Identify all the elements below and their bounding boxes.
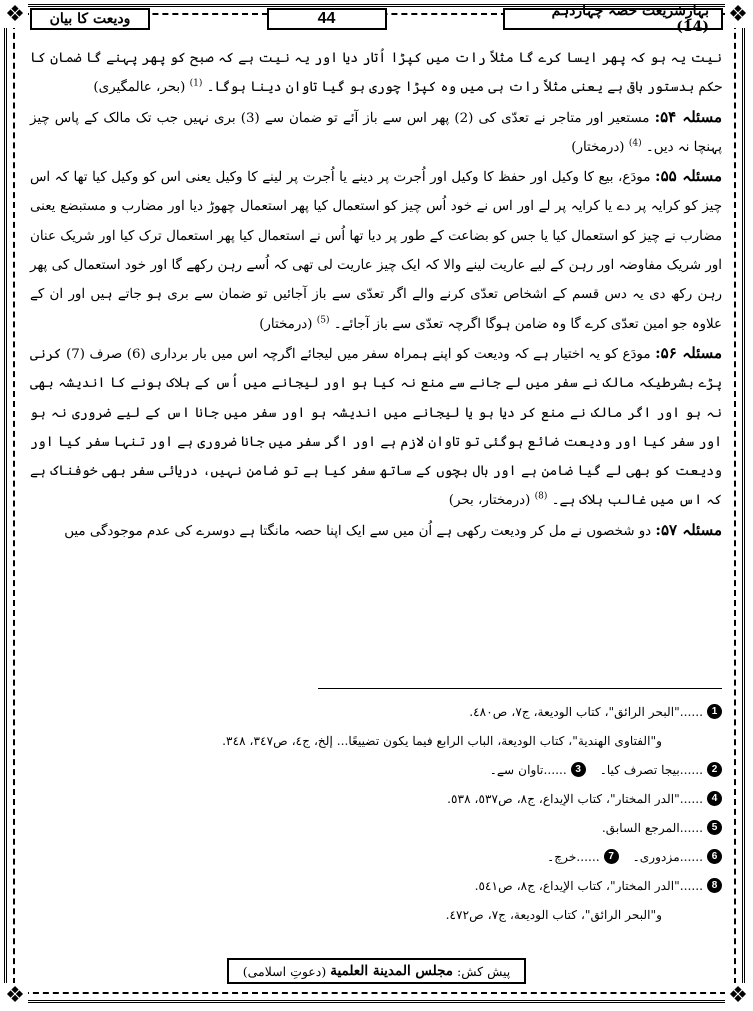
- organization-subtitle: (دعوتِ اسلامی): [242, 963, 327, 979]
- masala-label: مسئلہ ۵۷:: [655, 520, 722, 539]
- paragraph-text: نیت یہ ہو کہ پھر ایسا کرے گا مثلاً رات میں کپڑا اُتار دیا اور یہ نیت ہے کہ صبح کو پھر پہنے گا ضمان کا حکم بدستور باقی ہے یعنی مثلاً رات ہی میں وہ کپڑا چوری ہو گیا تاوان دینا ہوگا۔: [30, 51, 722, 96]
- paragraph-text: مودَع، بیع کا وکیل اور حفظ کا وکیل اور اُجرت پر دینے یا اُجرت پر لینے کا وکیل یعنی اس کو وکیل کیا تھا کہ اس چیز کو کرایہ پر دے یا کرایہ پر لے اور اس نے خود اُس چیز کو استعمال کیا پھر استعمال چھوڑ دیا اور مضارب و مستبضع یعنی مضارب نے چیز کو استعمال کیا یا جس کو بضاعت کے طور پر دیا تھا اُس نے استعمال کیا پھر استعمال ترک کیا اور شریک عنان اور شریک مفاوضہ اور رہن کے لیے عاریت لینے والا کہ ایک چیز عاریت لی تھی کہ اُسے رہن رکھے گا اور خود استعمال کی پھر رہن رکھ دی یہ دس قسم کے اشخاص تعدّی کرنے والے اگر تعدّی سے باز آجائیں تو ضمان سے بری ہو جاتے ہیں اور ان کے علاوہ جو امین تعدّی کرے گا وہ ضامن ہوگا اگرچہ تعدّی سے باز آجائے۔: [30, 170, 722, 332]
- footnote-number: 2: [707, 762, 722, 777]
- footnote-row: [30, 900, 722, 929]
- footnote-text: ......"الدر المختار"، كتاب الإيداع، ج٨، ص٥٤١.: [474, 878, 703, 893]
- footnote-text: ......خرچ۔: [547, 849, 600, 864]
- footnote-text: ......بیجا تصرف کیا۔: [599, 762, 703, 777]
- footnote-text: ......تاوان سے۔: [489, 762, 567, 777]
- footnote-ref: (8): [534, 491, 548, 502]
- footnote-row: [30, 784, 722, 813]
- footnote-text: و"الفتاوى الهندية"، كتاب الوديعة، الباب الرابع فيما يكون تضييعًا... إلخ، ج٤، ص٣٤٧، ٣٤٨.: [222, 733, 662, 748]
- footnote-ref: (1): [189, 78, 203, 89]
- footnote-number: 8: [707, 878, 722, 893]
- footnote-number: 3: [571, 762, 586, 777]
- paragraph: [30, 44, 722, 103]
- footnote-text: ......"البحر الرائق"، كتاب الوديعة، ج٧، ص٤٨٠.: [469, 704, 703, 719]
- footnote-text: ......مزدوری۔: [632, 849, 703, 864]
- footnote-number: 4: [707, 791, 722, 806]
- book-title: بہارِشریعت حصہ چہاردہم (14): [503, 8, 723, 30]
- page-footer: [0, 958, 753, 984]
- citation: (درمختار): [259, 316, 313, 332]
- paragraph-text: مستعیر اور متاجر نے تعدّی کی (2) پھر اس سے باز آئے تو ضمان سے (3) بری نہیں جب تک مالک کے پاس چیز پہنچا نہ دیں۔: [30, 110, 722, 155]
- footnote-text: ......المرجع السابق.: [601, 820, 703, 835]
- footnote-row: [30, 871, 722, 900]
- footnote-row: [30, 813, 722, 842]
- footnote-row: [30, 755, 722, 784]
- corner-ornament-icon: ❖: [725, 2, 751, 28]
- footnote-number: 7: [604, 849, 619, 864]
- footnote-ref: (5): [316, 315, 330, 326]
- footnote-text: و"البحر الرائق"، كتاب الوديعة، ج٧، ص٤٧٢.: [445, 907, 662, 922]
- citation: (درمختار، بحر): [448, 493, 531, 509]
- footnotes: [30, 697, 722, 929]
- paragraph-text: مودَع کو یہ اختیار ہے کہ ودیعت کو اپنے ہمراہ سفر میں لیجائے اگرچہ اس میں بار برداری (6) صرف (7) کرنی پڑے بشرطیکہ مالک نے سفر میں لے جانے سے منع نہ کیا ہو اور لیجانے میں اُس کے ہلاک ہونے کا اندیشہ بھی نہ ہو اور اگر مالک نے منع کر دیا ہو یا لیجانے میں اندیشہ ہو اور سفر میں جانا اس کے لیے ضروری نہ ہو اور سفر کیا اور ودیعت ضائع ہوگئی تو تاوان لازم ہے اور اگر سفر میں جانا ضروری ہے اور تنہا سفر کیا اور ودیعت کو بھی لے گیا ضامن ہے اور بال بچوں کے ساتھ سفر کیا ہے تو ضامن نہیں، دریائی سفر بھی خوفناک ہے کہ اس میں غالب ہلاک ہے۔: [30, 346, 722, 509]
- chapter-title: ودیعت کا بیان: [30, 8, 150, 30]
- paragraph: [30, 103, 722, 163]
- main-text: [30, 44, 722, 546]
- corner-ornament-icon: ❖: [2, 2, 28, 28]
- masala-label: مسئلہ ۵۴:: [654, 107, 722, 126]
- footnote-row: [30, 726, 722, 755]
- organization-name: مجلس المدينة العلمية: [330, 963, 454, 979]
- footnote-text: ......"الدر المختار"، كتاب الإيداع، ج٨، ص٥٣٧، ٥٣٨.: [447, 791, 703, 806]
- corner-ornament-icon: ❖: [725, 983, 751, 1009]
- footnote-divider: [318, 688, 722, 689]
- paragraph: [30, 162, 722, 339]
- paragraph: [30, 516, 722, 546]
- page-header: [30, 3, 723, 35]
- citation: (بحر، عالمگیری): [93, 80, 186, 96]
- footnote-number: 1: [707, 704, 722, 719]
- masala-label: مسئلہ ۵۵:: [655, 167, 722, 186]
- corner-ornament-icon: ❖: [2, 983, 28, 1009]
- page-number: 44: [267, 8, 387, 30]
- footnote-ref: (4): [628, 138, 642, 149]
- footnote-row: [30, 842, 722, 871]
- presenter-label: پیش کش:: [457, 963, 511, 979]
- footnote-number: 5: [707, 820, 722, 835]
- paragraph-text: دو شخصوں نے مل کر ودیعت رکھی ہے اُن میں سے ایک اپنا حصہ مانگتا ہے دوسرے کی عدم موجودگی میں: [64, 523, 652, 539]
- citation: (درمختار): [571, 139, 625, 155]
- paragraph: [30, 339, 722, 516]
- publisher-box: [227, 958, 527, 984]
- footnote-number: 6: [707, 849, 722, 864]
- footnote-row: [30, 697, 722, 726]
- masala-label: مسئلہ ۵۶:: [655, 343, 723, 362]
